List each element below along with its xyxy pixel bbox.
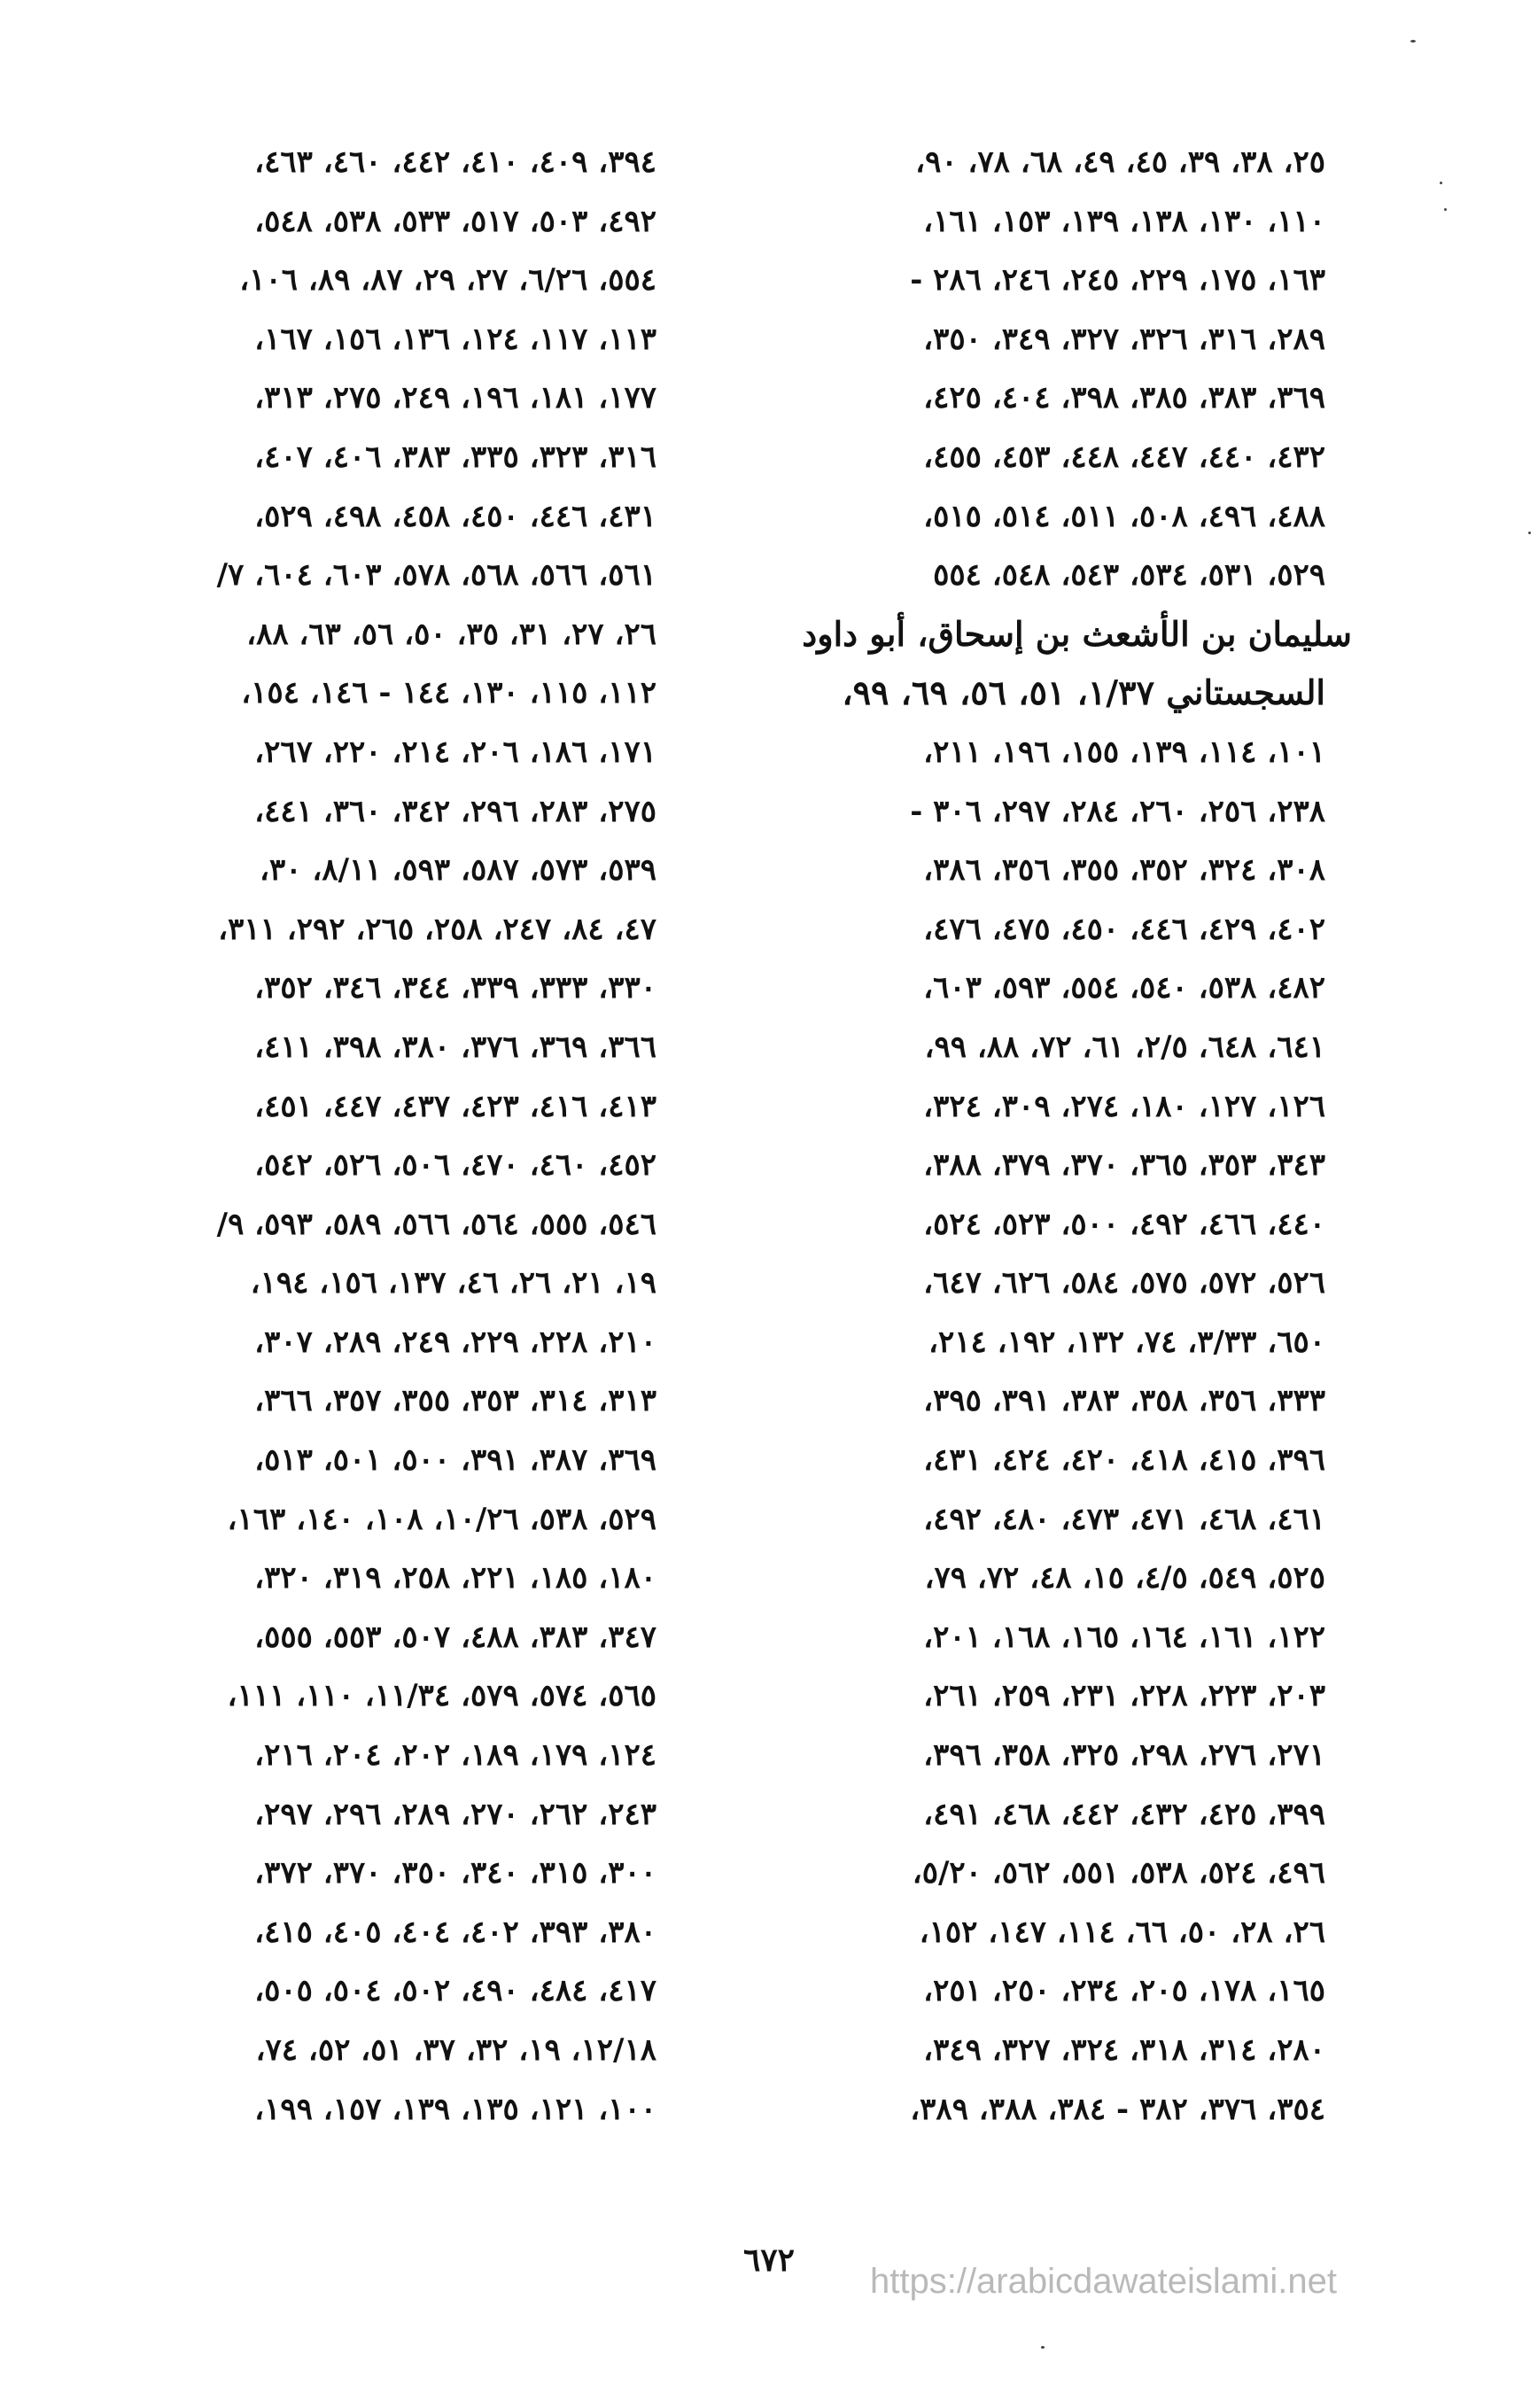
index-line: ١١٢، ١١٥، ١٣٠، ١٤٤ - ١٤٦، ١٥٤،	[241, 675, 656, 711]
index-line: ٢٧١، ٢٧٦، ٢٩٨، ٣٢٥، ٣٥٨، ٣٩٦،	[923, 1737, 1325, 1774]
index-line: ٣٠٨، ٣٢٤، ٣٥٢، ٣٥٥، ٣٥٦، ٣٨٦،	[923, 852, 1325, 889]
page-number: ٦٧٢	[742, 2241, 795, 2279]
index-line: ٥٤٦، ٥٥٥، ٥٦٤، ٥٦٦، ٥٨٩، ٥٩٣، ٩/	[216, 1206, 656, 1242]
index-column-left	[107, 133, 656, 2139]
index-line: ١٢/١٨، ١٩، ٣٢، ٣٧، ٥١، ٥٢، ٧٤،	[255, 2032, 656, 2068]
index-line: ١٦٥، ١٧٨، ٢٠٥، ٢٣٤، ٢٥٠، ٢٥١،	[923, 1973, 1325, 2009]
index-line: ٣٦٦، ٣٦٩، ٣٧٦، ٣٨٠، ٣٩٨، ٤١١،	[254, 1029, 656, 1065]
index-line: ٤٠٢، ٤٢٩، ٤٤٦، ٤٥٠، ٤٧٥، ٤٧٦،	[923, 911, 1325, 947]
index-line: ١١٣، ١١٧، ١٢٤، ١٣٦، ١٥٦، ١٦٧،	[254, 321, 656, 357]
index-line: ٣٦٩، ٣٨٣، ٣٨٥، ٣٩٨، ٤٠٤، ٤٢٥،	[923, 380, 1325, 416]
index-entry-heading: سليمان بن الأشعث بن إسحاق، أبو داود	[802, 613, 1352, 654]
index-line: ٤٤٠، ٤٦٦، ٤٩٢، ٥٠٠، ٥٢٣، ٥٢٤،	[923, 1206, 1325, 1242]
index-line: ٣١٣، ٣١٤، ٣٥٣، ٣٥٥، ٣٥٧، ٣٦٦،	[254, 1383, 656, 1419]
index-line: ٣٨٠، ٣٩٣، ٤٠٢، ٤٠٤، ٤٠٥، ٤١٥،	[254, 1914, 656, 1950]
index-line: ٣٤٣، ٣٥٣، ٣٦٥، ٣٧٠، ٣٧٩، ٣٨٨،	[923, 1147, 1325, 1184]
index-line: ٤٣٢، ٤٤٠، ٤٤٧، ٤٤٨، ٤٥٣، ٤٥٥،	[923, 439, 1325, 475]
index-line: ٦٤١، ٦٤٨، ٢/٥، ٦١، ٧٢، ٨٨، ٩٩،	[924, 1029, 1325, 1065]
index-line: ٢٦، ٢٨، ٥٠، ٦٦، ١١٤، ١٤٧، ١٥٢،	[919, 1914, 1325, 1950]
index-line: ٣٣٠، ٣٣٣، ٣٣٩، ٣٤٤، ٣٤٦، ٣٥٢،	[254, 970, 656, 1006]
index-line: ٤٧، ٨٤، ٢٤٧، ٢٥٨، ٢٦٥، ٢٩٢، ٣١١،	[218, 911, 656, 947]
index-line: ٤١٧، ٤٨٤، ٤٩٠، ٥٠٢، ٥٠٤، ٥٠٥،	[254, 1973, 656, 2009]
index-line: ٥٣٩، ٥٧٣، ٥٨٧، ٥٩٣، ٨/١١، ٣٠،	[260, 852, 656, 889]
index-line: ٤٣١، ٤٤٦، ٤٥٠، ٤٥٨، ٤٩٨، ٥٢٩،	[254, 498, 656, 534]
index-line: ٤٦١، ٤٦٨، ٤٧١، ٤٧٣، ٤٨٠، ٤٩٢،	[923, 1501, 1325, 1537]
index-line: ١٠١، ١١٤، ١٣٩، ١٥٥، ١٩٦، ٢١١،	[923, 734, 1325, 770]
index-line: ١٩، ٢١، ٢٦، ٤٦، ١٣٧، ١٥٦، ١٩٤،	[250, 1265, 656, 1301]
index-line: ٢٤٣، ٢٦٢، ٢٧٠، ٢٨٩، ٢٩٦، ٢٩٧،	[254, 1796, 656, 1832]
index-line: ٥٦٥، ٥٧٤، ٥٧٩، ١١/٣٤، ١١٠، ١١١،	[227, 1678, 656, 1714]
scan-speck	[1444, 208, 1447, 211]
index-line: ٤٨٨، ٤٩٦، ٥٠٨، ٥١١، ٥١٤، ٥١٥،	[923, 498, 1325, 534]
watermark-link[interactable]: https://arabicdawateislami.net	[870, 2262, 1337, 2301]
scan-speck	[1440, 182, 1442, 184]
index-line: ٣١٦، ٣٢٣، ٣٣٥، ٣٨٣، ٤٠٦، ٤٠٧،	[254, 439, 656, 475]
index-line: ٢٥، ٣٨، ٣٩، ٤٥، ٤٩، ٦٨، ٧٨، ٩٠،	[915, 144, 1325, 180]
index-line: ٤١٣، ٤١٦، ٤٢٣، ٤٣٧، ٤٤٧، ٤٥١،	[254, 1088, 656, 1124]
index-line: ٤٨٢، ٥٣٨، ٥٤٠، ٥٥٤، ٥٩٣، ٦٠٣،	[923, 970, 1325, 1006]
index-line: ٤٥٢، ٤٦٠، ٤٧٠، ٥٠٦، ٥٢٦، ٥٤٢،	[254, 1147, 656, 1184]
index-line: ٣٩٤، ٤٠٩، ٤١٠، ٤٤٢، ٤٦٠، ٤٦٣،	[254, 144, 656, 180]
index-line: ٣٥٤، ٣٧٦، ٣٨٢ - ٣٨٤، ٣٨٨، ٣٨٩،	[910, 2091, 1325, 2127]
scan-speck	[1410, 40, 1416, 43]
index-line: ٥٥٤، ٦/٢٦، ٢٧، ٢٩، ٨٧، ٨٩، ١٠٦،	[239, 262, 656, 299]
index-line: ٣٤٧، ٣٨٣، ٤٨٨، ٥٠٧، ٥٥٣، ٥٥٥،	[254, 1619, 656, 1655]
index-line: ٢٦، ٢٧، ٣١، ٣٥، ٥٠، ٥٦، ٦٣، ٨٨،	[246, 616, 656, 652]
index-line: ٥٢٩، ٥٣١، ٥٣٤، ٥٤٣، ٥٤٨، ٥٥٤	[933, 557, 1325, 594]
index-line: ٢٨٠، ٣١٤، ٣١٨، ٣٢٤، ٣٢٧، ٣٤٩،	[923, 2032, 1325, 2068]
index-line: ٢٠٣، ٢٢٣، ٢٢٨، ٢٣١، ٢٥٩، ٢٦١،	[923, 1678, 1325, 1714]
index-line: ٤٩٢، ٥٠٣، ٥١٧، ٥٣٣، ٥٣٨، ٥٤٨،	[254, 203, 656, 239]
scan-speck	[1528, 532, 1531, 534]
index-line: ٣٦٩، ٣٨٧، ٣٩١، ٥٠٠، ٥٠١، ٥١٣،	[254, 1442, 656, 1479]
index-line: ١٠٠، ١٢١، ١٣٥، ١٣٩، ١٥٧، ١٩٩،	[254, 2091, 656, 2127]
index-line: ٣٩٩، ٤٢٥، ٤٣٢، ٤٤٢، ٤٦٨، ٤٩١،	[923, 1796, 1325, 1832]
index-line: ١٧١، ١٨٦، ٢٠٦، ٢١٤، ٢٢٠، ٢٦٧،	[254, 734, 656, 770]
index-line: ٣٩٦، ٤١٥، ٤١٨، ٤٢٠، ٤٢٤، ٤٣١،	[923, 1442, 1325, 1479]
index-line: ٤٩٦، ٥٢٤، ٥٣٨، ٥٥١، ٥٦٢، ٥/٢٠،	[912, 1855, 1325, 1891]
index-line: ١٦٣، ١٧٥، ٢٢٩، ٢٤٥، ٢٤٦، ٢٨٦ -	[910, 262, 1325, 299]
index-line: ١٢٢، ١٦١، ١٦٤، ١٦٥، ١٦٨، ٢٠١،	[923, 1619, 1325, 1655]
index-line: ٣٣٣، ٣٥٦، ٣٥٨، ٣٨٣، ٣٩١، ٣٩٥،	[923, 1383, 1325, 1419]
index-line: ١٧٧، ١٨١، ١٩٦، ٢٤٩، ٢٧٥، ٣١٣،	[254, 380, 656, 416]
index-line: ١٢٤، ١٧٩، ١٨٩، ٢٠٢، ٢٠٤، ٢١٦،	[254, 1737, 656, 1774]
index-line: ٦٥٠، ٣/٣٣، ٧٤، ١٣٢، ١٩٢، ٢١٤،	[928, 1324, 1325, 1360]
index-line: ٢١٠، ٢٢٨، ٢٢٩، ٢٤٩، ٢٨٩، ٣٠٧،	[254, 1324, 656, 1360]
index-line: ٥٢٦، ٥٧٢، ٥٧٥، ٥٨٤، ٦٢٦، ٦٤٧،	[923, 1265, 1325, 1301]
scan-speck	[1041, 2346, 1045, 2349]
index-line: ٥٢٥، ٥٤٩، ٤/٥، ١٥، ٤٨، ٧٢، ٧٩،	[924, 1560, 1325, 1596]
index-line: ٣٠٠، ٣١٥، ٣٤٠، ٣٥٠، ٣٧٠، ٣٧٢،	[254, 1855, 656, 1891]
index-column-right	[714, 133, 1352, 2139]
index-line: ٥٦١، ٥٦٦، ٥٦٨، ٥٧٨، ٦٠٣، ٦٠٤، ٧/	[216, 557, 656, 594]
index-line: ١٨٠، ١٨٥، ٢٢١، ٢٥٨، ٣١٩، ٣٢٠،	[254, 1560, 656, 1596]
index-line: ١٢٦، ١٢٧، ١٨٠، ٢٧٤، ٣٠٩، ٣٢٤،	[923, 1088, 1325, 1124]
index-line: ٢٧٥، ٢٨٣، ٢٩٦، ٣٤٢، ٣٦٠، ٤٤١،	[254, 793, 656, 829]
index-line: ٥٢٩، ٥٣٨، ١٠/٢٦، ١٠٨، ١٤٠، ١٦٣،	[227, 1501, 656, 1537]
index-line: ١١٠، ١٣٠، ١٣٨، ١٣٩، ١٥٣، ١٦١،	[923, 203, 1325, 239]
index-entry-heading-continued: السجستاني ١/٣٧، ٥١، ٥٦، ٦٩، ٩٩،	[842, 672, 1325, 713]
index-line: ٢٨٩، ٣١٦، ٣٢٦، ٣٢٧، ٣٤٩، ٣٥٠،	[923, 321, 1325, 357]
index-line: ٢٣٨، ٢٥٦، ٢٦٠، ٢٨٤، ٢٩٧، ٣٠٦ -	[910, 793, 1325, 829]
